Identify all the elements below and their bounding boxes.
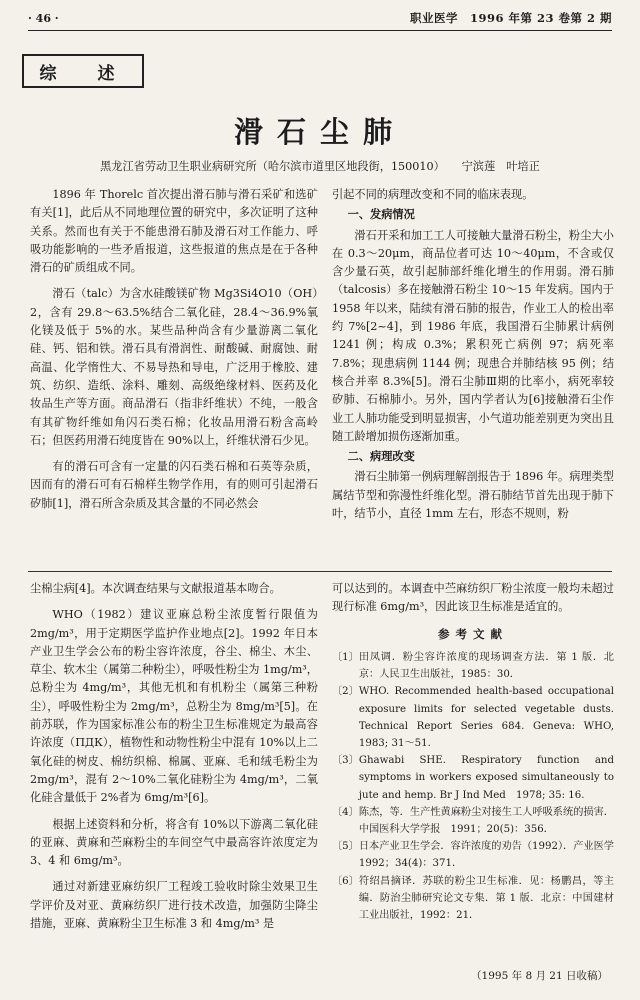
reference-item [332, 683, 614, 752]
section-label: 综 述 [39, 64, 127, 84]
reference-number: 〔4〕 [332, 806, 359, 818]
reference-item [332, 752, 614, 804]
column-left-top [30, 186, 318, 513]
reference-text: 日本产业卫生学会．容许浓度的劝告（1992）．产业医学 1992；34(4)：371． [358, 841, 625, 870]
article-title: 滑石尘肺 [233, 115, 406, 149]
section-heading: 一、发病情况 [347, 208, 415, 222]
paragraph: 通过对新建亚麻纺织厂工程竣工验收时除尘效果卫生学评价及对亚、黄麻纺织厂进行技术改造，加强防尘降尘措施，亚麻、黄麻粉尘卫生标准 3 和 4mg/m³ 是 [30, 880, 318, 931]
reference-list [332, 649, 625, 924]
reference-number: 〔6〕 [332, 875, 359, 887]
page-number: · 46 · [28, 12, 59, 25]
reference-item [332, 873, 614, 925]
received-date: （1995 年 8 月 21 日收稿） [471, 970, 608, 982]
paragraph: 可以达到的。本调查中苎麻纺织厂粉尘浓度一般均未超过现行标准 6mg/m³，因此该卫生标准是适宜的。 [332, 582, 614, 614]
column-right-bottom [332, 580, 625, 924]
reference-text: 符绍昌摘译．苏联的粉尘卫生标准．见：杨鹏昌，等主编．防治尘肺研究论文专集．第 1 版．北京：中国建材工业出版社，1992：21． [358, 875, 614, 921]
reference-item [332, 649, 614, 683]
reference-number: 〔2〕 [332, 686, 359, 698]
reference-text: 陈杰，等．生产性黄麻粉尘对接生工人呼吸系统的损害．中国医科大学学报 1991；20(5)：356． [358, 806, 614, 835]
section-label-box [22, 54, 144, 88]
reference-number: 〔1〕 [332, 651, 359, 663]
journal-issue: 职业医学 1996 年第 23 卷第 2 期 [409, 11, 612, 25]
reference-text: Ghawabi SHE. Respiratory function and symptoms in workers exposed simultaneously to jute and hemp. Br J Ind Med 1978; 35: 16. [358, 755, 614, 801]
column-right-top [332, 186, 614, 523]
article-divider [28, 571, 612, 572]
section-heading: 二、病理改变 [347, 450, 415, 464]
reference-text: WHO. Recommended health-based occupational exposure limits for selected vegetable dusts. Technical Report Series 684. Geneva: WHO, 1983; 31～51. [358, 686, 614, 749]
reference-item [332, 804, 614, 838]
paragraph: WHO（1982）建议亚麻总粉尘浓度暂行限值为 2mg/m³，用于定期医学监护作业地点[2]。1992 年日本产业卫生学会公布的粉尘容许浓度，谷尘、棉尘、木尘、草尘、软木尘（属第二种粉尘），呼吸性粉尘为 1mg/m³，总粉尘为 4mg/m³，其他无机和有机粉尘（属第三种粉尘），呼吸性粉尘为 2mg/m³，总粉尘为 8mg/m³[5]。在前苏联，作为国家标准公布的粉尘卫生标准规定为最高容许浓度（ПДК），植物性和动物性粉尘中混有 10%以上二氧化硅的树皮、棉纺织棉、棉属、亚麻、毛和绒毛粉尘为 2mg/m³，混有 2～10%二氧化硅粉尘为 4mg/m³，二氧化硅含量低于 2%者为 6mg/m³[6]。 [30, 608, 318, 805]
paragraph: 滑石开采和加工工人可接触大量滑石粉尘，粉尘大小在 0.3～20μm，商品位者可达 10～40μm，不含或仅含少量石英，故引起肺部纤维化增生的作用弱。滑石肺（talcosis）多在接触滑石粉尘 10～15 年发病。国内于 1958 年以来，陆续有滑石肺的报告，作业工人的检出率约 7%[2~4]，到 1986 年底，我国滑石尘肺累计病例 1241 例；构成 0.3%；累积死亡病例 97；病死率 7.8%；现患病例 1144 例；现患合并肺结核 95 例；结核合并率 8.3%[5]。滑石尘肺Ⅲ期的比率小，病死率较矽肺、石棉肺小。另外，国内学者认为[6]接触滑石尘作业工人肺功能受到明显损害，小气道功能差别更为突出且随工龄增加损伤逐渐加重。 [332, 228, 614, 443]
paragraph: 有的滑石可含有一定量的闪石类石棉和石英等杂质，因而有的滑石可有石棉样生物学作用，有的则可引起滑石矽肺[1]，滑石所含杂质及其含量的不同必然会 [30, 460, 318, 510]
column-left-bottom [30, 580, 318, 933]
reference-number: 〔3〕 [332, 755, 359, 767]
paragraph: 滑石（talc）为含水硅酸镁矿物 Mg3Si4O10（OH）2，含有 29.8～63.5%结合二氧化硅，28.4～36.9%氧化镁及低于 5%的水。某些品种尚含有少量游离二氧化硅、钙、铝和铁。滑石具有滑润性、耐酸碱、耐腐蚀、耐高温、化学惰性大、不易导热和导电，广泛用于橡胶、建筑、纺织、造纸、涂料、雕刻、高级绝缘材料、医药及化妆品生产等方面。商品滑石（指非纤维状）不纯，一般含有其矿物纤维如角闪石类石棉；化妆品用滑石粉含高岭石；但医药用滑石纯度皆在 90%以上，纤维状滑石少见。 [30, 287, 318, 447]
paragraph: 根据上述资料和分析，将含有 10%以下游离二氧化硅的亚麻、黄麻和苎麻粉尘的车间空气中最高容许浓度定为 3、4 和 6mg/m³。 [30, 817, 318, 868]
header-rule [28, 30, 612, 31]
reference-number: 〔5〕 [332, 841, 359, 853]
paragraph: 滑石尘肺第一例病理解剖报告于 1896 年。病理类型属结节型和弥漫性纤维化型。滑石肺结节首先出现于肺下叶，结节小，直径 1mm 左右，形态不规则，粉 [332, 470, 614, 521]
page-header [28, 8, 612, 32]
references-heading: 参考文献 [438, 626, 508, 641]
reference-text: 田凤调．粉尘容许浓度的现场调查方法．第 1 版．北京：人民卫生出版社，1985：30． [358, 651, 614, 681]
paragraph: 1896 年 Thorelc 首次提出滑石肺与滑石采矿和选矿有关[1]，此后从不同地理位置的研究中，多次证明了这种关系。然而也有关于不能患滑石肺及滑石对工作能力、呼吸功能影响的一些矛盾报道，这些报道的焦点是在于各种滑石的矿质组成不同。 [30, 188, 318, 275]
paragraph: 引起不同的病理改变和不同的临床表现。 [332, 188, 534, 201]
reference-item [332, 838, 625, 872]
paragraph: 尘棉尘病[4]。本次调查结果与文献报道基本吻合。 [30, 582, 281, 595]
author-affiliation: 黑龙江省劳动卫生职业病研究所（哈尔滨市道里区地段街，150010） 宁滨莲 叶培正 [100, 160, 540, 173]
